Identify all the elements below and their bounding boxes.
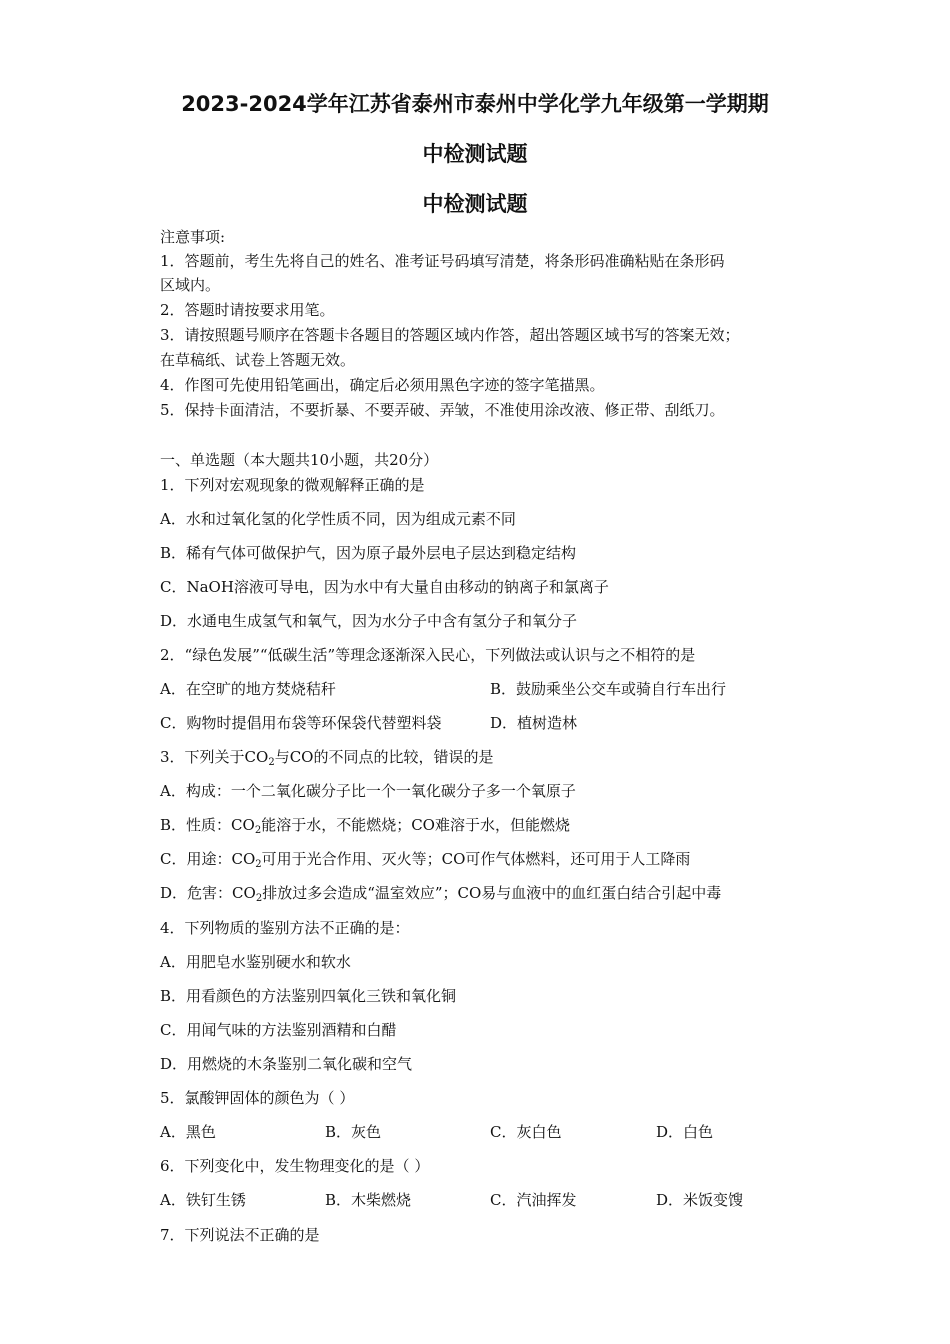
notice-item: 1．答题前，考生先将自己的姓名、准考证号码填写清楚，将条形码准确粘贴在条形码 [160, 252, 725, 270]
question-5-option-c: C．灰白色 [490, 1123, 562, 1141]
question-2-option-a: A．在空旷的地方焚烧秸秆 [160, 680, 336, 698]
question-6-option-c: C．汽油挥发 [490, 1191, 577, 1209]
question-6-option-d: D．米饭变馊 [656, 1191, 744, 1209]
question-3-option-d: D．危害：$CO_2$排放过多会造成“温室效应”；CO易与血液中的血红蛋白结合引起中毒 [160, 884, 722, 904]
notice-heading: 注意事项: [160, 228, 226, 246]
question-4-option-a: A．用肥皂水鉴别硬水和软水 [160, 953, 351, 971]
question-4-option-b: B．用看颜色的方法鉴别四氧化三铁和氧化铜 [160, 987, 457, 1005]
notice-item: 4．作图可先使用铅笔画出，确定后必须用黑色字迹的签字笔描黑。 [160, 376, 605, 394]
question-5-option-b: B．灰色 [325, 1123, 382, 1141]
question-5-option-d: D．白色 [656, 1123, 714, 1141]
notice-item: 在草稿纸、试卷上答题无效。 [160, 351, 356, 369]
question-1-option-b: B．稀有气体可做保护气，因为原子最外层电子层达到稳定结构 [160, 544, 577, 562]
question-6-stem: 6．下列变化中，发生物理变化的是（ ） [160, 1157, 430, 1175]
question-2-option-d: D．植树造林 [490, 714, 578, 732]
question-2-stem: 2．“绿色发展”“低碳生活”等理念逐渐深入民心，下列做法或认识与之不相符的是 [160, 646, 696, 664]
page-title-line2: 中检测试题 [422, 142, 528, 166]
notice-item: 2．答题时请按要求用笔。 [160, 301, 335, 319]
question-3-option-b: B．性质：$CO_2$能溶于水，不能燃烧；CO难溶于水，但能燃烧 [160, 816, 570, 836]
notice-item: 3．请按照题号顺序在答题卡各题目的答题区域内作答，超出答题区域书写的答案无效； [160, 326, 740, 344]
question-1-option-a: A．水和过氧化氢的化学性质不同，因为组成元素不同 [160, 510, 516, 528]
question-4-stem: 4．下列物质的鉴别方法不正确的是： [160, 919, 410, 937]
question-3-option-a: A．构成：一个二氧化碳分子比一个一氧化碳分子多一个氧原子 [160, 782, 576, 800]
question-5-option-a: A．黑色 [160, 1123, 216, 1141]
question-6-option-b: B．木柴燃烧 [325, 1191, 412, 1209]
notice-item: 区域内。 [160, 276, 221, 294]
question-4-option-d: D．用燃烧的木条鉴别二氧化碳和空气 [160, 1055, 413, 1073]
page-title-line3: 中检测试题 [422, 192, 528, 216]
question-3-stem: 3．下列关于$CO_2$与CO的不同点的比较，错误的是 [160, 748, 494, 768]
question-1-option-d: D．水通电生成氢气和氧气，因为水分子中含有氢分子和氧分子 [160, 612, 578, 630]
question-6-option-a: A．铁钉生锈 [160, 1191, 246, 1209]
question-4-option-c: C．用闻气味的方法鉴别酒精和白醋 [160, 1021, 397, 1039]
question-2-option-c: C．购物时提倡用布袋等环保袋代替塑料袋 [160, 714, 442, 732]
section-title: 一、单选题（本大题共10小题，共20分） [160, 451, 439, 469]
question-2-option-b: B．鼓励乘坐公交车或骑自行车出行 [490, 680, 727, 698]
question-1-stem: 1．下列对宏观现象的微观解释正确的是 [160, 476, 425, 494]
question-5-stem: 5．氯酸钾固体的颜色为（ ） [160, 1089, 355, 1107]
question-7-stem: 7．下列说法不正确的是 [160, 1226, 320, 1244]
notice-item: 5．保持卡面清洁，不要折暴、不要弄破、弄皱，不准使用涂改液、修正带、刮纸刀。 [160, 401, 725, 419]
page-title-line1: 2023-2024学年江苏省泰州市泰州中学化学九年级第一学期期 [181, 92, 769, 116]
question-1-option-c: C．NaOH溶液可导电，因为水中有大量自由移动的钠离子和氯离子 [160, 578, 609, 596]
question-3-option-c: C．用途：$CO_2$可用于光合作用、灭火等；CO可作气体燃料，还可用于人工降雨 [160, 850, 691, 870]
